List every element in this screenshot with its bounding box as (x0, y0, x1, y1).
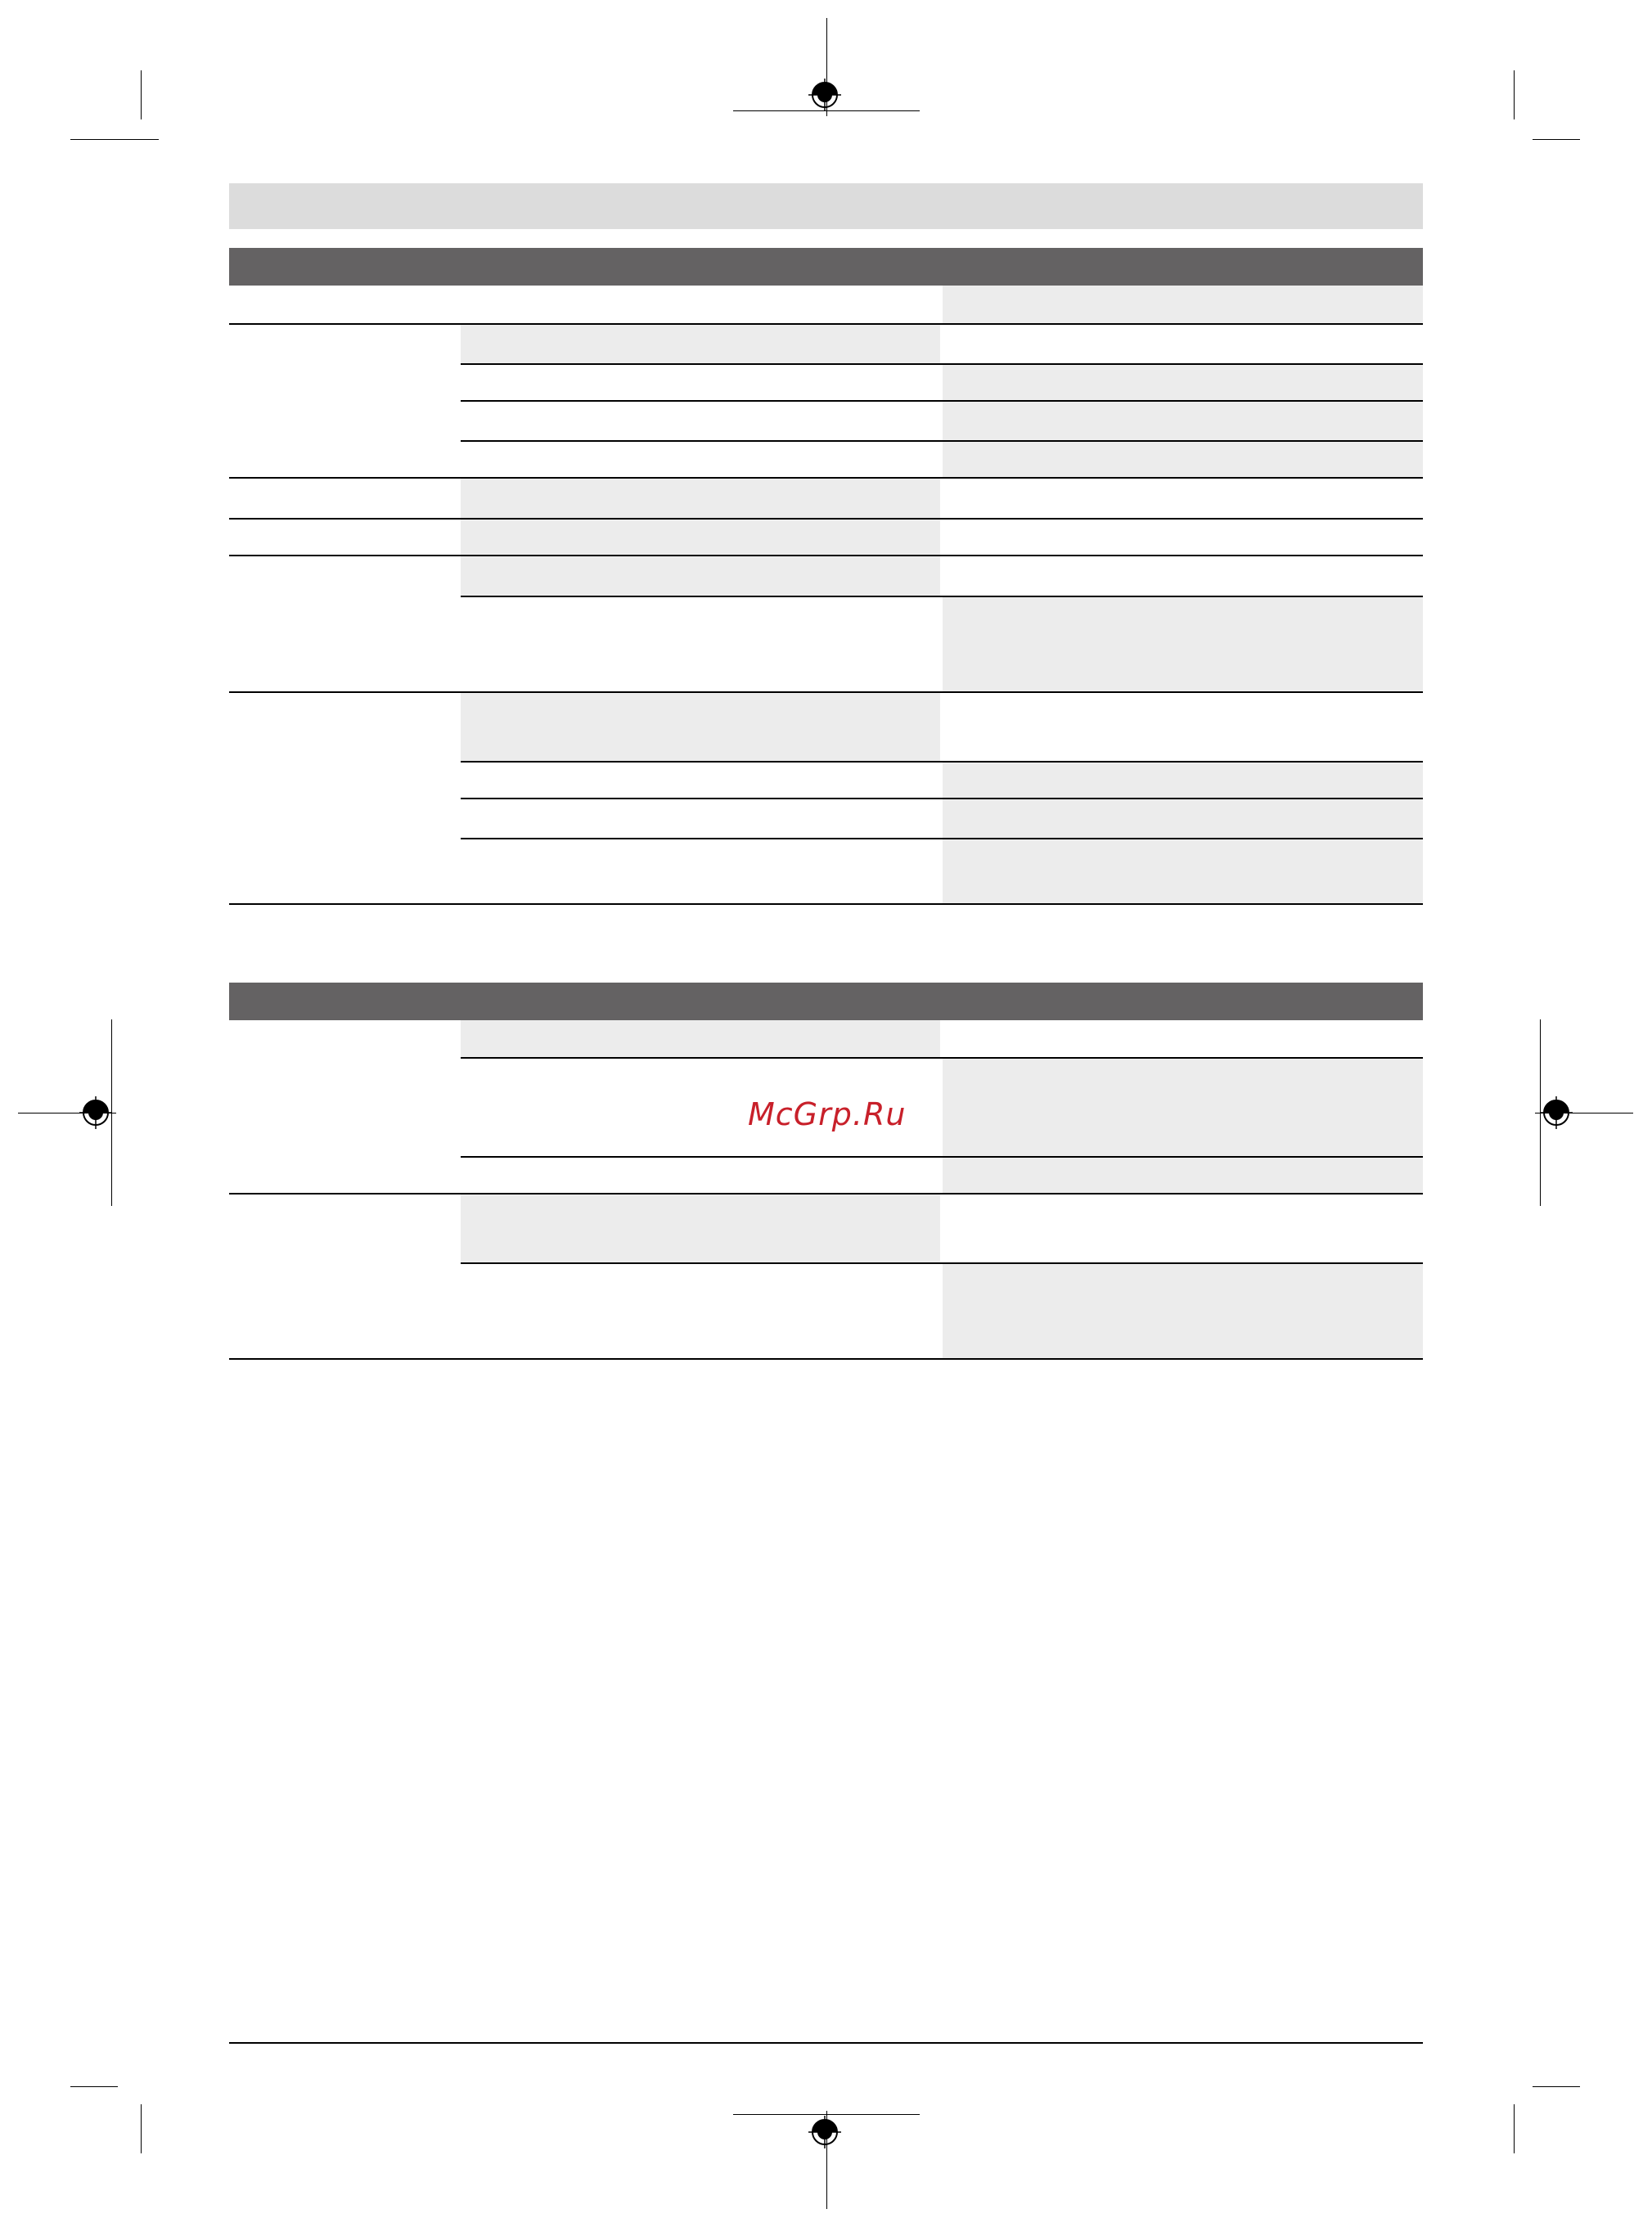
table-2-rule (461, 1262, 1423, 1264)
table-1-header (229, 248, 1423, 286)
table-1-rule (229, 555, 1423, 556)
table-1-rule (229, 903, 1423, 905)
crop-mark-top-right-v (1514, 70, 1515, 119)
table-1-rule (461, 363, 1423, 365)
table-1-rule (461, 440, 1423, 442)
table-1-rule (229, 323, 1423, 325)
table-1-rule (461, 400, 1423, 402)
table-1-cell (461, 692, 940, 762)
table-1-rule (229, 691, 1423, 693)
table-1-cell (943, 364, 1423, 401)
table-1-cell (461, 323, 940, 364)
crosshair-registration-icon (1540, 1096, 1573, 1129)
table-2-rule (461, 1156, 1423, 1158)
reg-bottom-center-h (733, 2114, 920, 2115)
crop-mark-bottom-right-v (1514, 2104, 1515, 2153)
table-2-cell (461, 1194, 940, 1263)
table-1-rule (229, 477, 1423, 479)
crop-mark-bottom-left-h (70, 2086, 118, 2087)
crop-mark-top-left-v (141, 70, 142, 119)
table-1-cell (943, 799, 1423, 839)
crosshair-registration-icon (808, 2116, 841, 2148)
table-1-rule (461, 798, 1423, 799)
table-1-rule (461, 838, 1423, 839)
table-1-cell (943, 286, 1423, 323)
table-2-rule (229, 1193, 1423, 1194)
table-2-rule (229, 1358, 1423, 1360)
table-1-cell (461, 556, 940, 596)
footer-rule (229, 2042, 1423, 2044)
table-1-cell (461, 519, 940, 556)
table-1-cell (943, 441, 1423, 478)
table-1-cell (943, 596, 1423, 692)
table-1-cell (943, 839, 1423, 904)
table-2-cell (461, 1020, 940, 1058)
watermark-text: McGrp.Ru (748, 1096, 907, 1132)
table-2-header (229, 983, 1423, 1020)
table-1-rule (461, 761, 1423, 763)
table-2-cell (943, 1263, 1423, 1359)
crop-mark-bottom-left-v (141, 2104, 142, 2153)
table-1-cell (943, 401, 1423, 441)
crop-mark-top-left-h (70, 139, 159, 140)
crosshair-registration-icon (808, 79, 841, 111)
crop-mark-top-right-h (1533, 139, 1580, 140)
table-2-cell (943, 1157, 1423, 1194)
table-1-cell (943, 762, 1423, 799)
table-1-rule (461, 596, 1423, 597)
table-1-cell (461, 478, 940, 519)
table-2-cell (943, 1058, 1423, 1157)
table-2-rule (461, 1057, 1423, 1059)
crop-mark-bottom-right-h (1533, 2086, 1580, 2087)
page-title-band (229, 183, 1423, 229)
table-1-rule (229, 518, 1423, 520)
crosshair-registration-icon (79, 1096, 112, 1129)
